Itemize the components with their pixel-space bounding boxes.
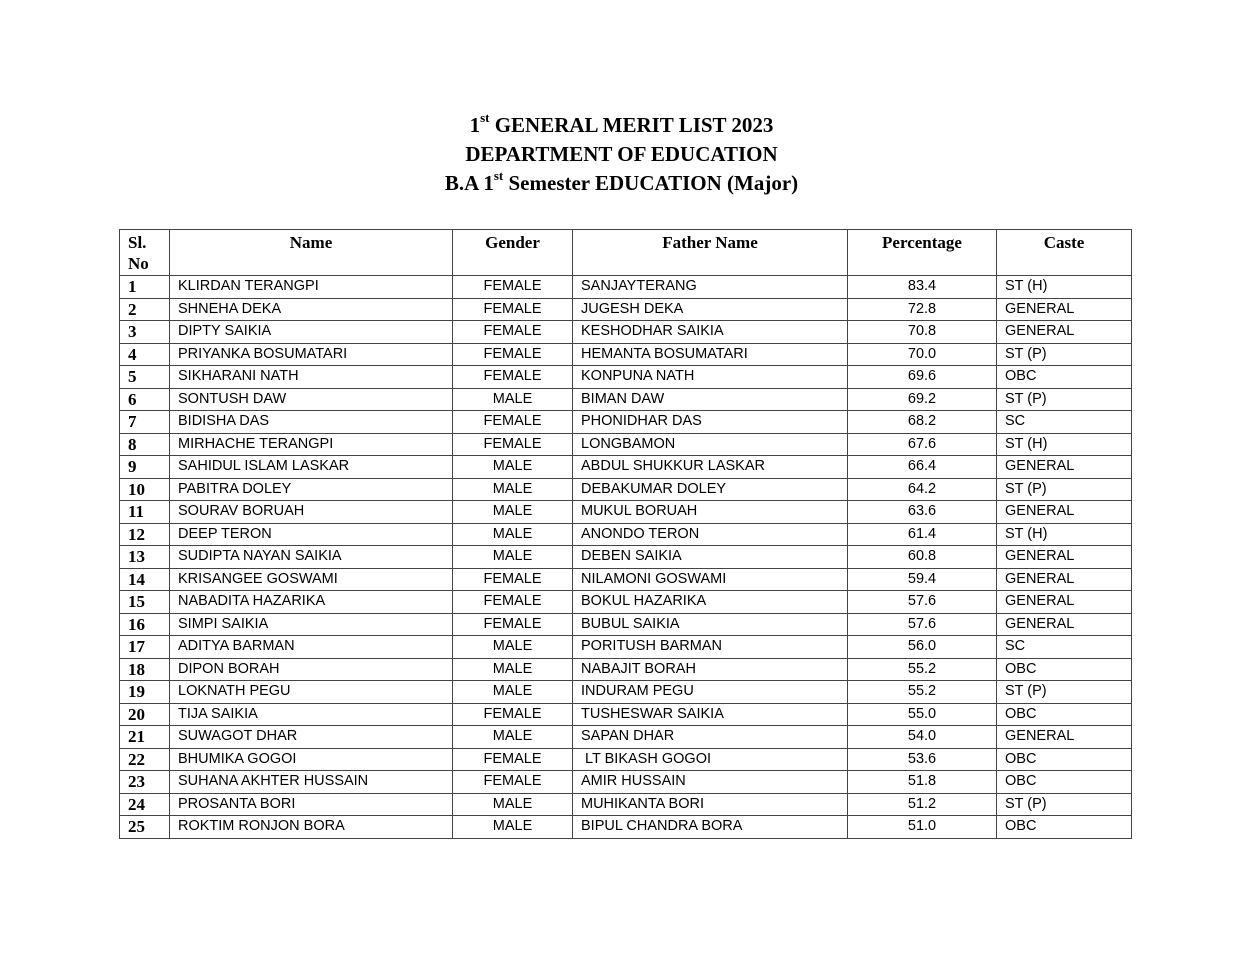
merit-list-table bbox=[119, 229, 1132, 839]
cell-name: LOKNATH PEGU bbox=[170, 681, 453, 704]
header-row bbox=[120, 230, 1132, 276]
cell-caste: GENERAL bbox=[997, 591, 1132, 614]
cell-gender: FEMALE bbox=[453, 321, 573, 344]
cell-father-name: ABDUL SHUKKUR LASKAR bbox=[573, 456, 848, 479]
cell-sl-no: 5 bbox=[120, 366, 170, 389]
course-title-text: Semester EDUCATION (Major) bbox=[503, 171, 799, 195]
department-title: DEPARTMENT OF EDUCATION bbox=[465, 142, 778, 166]
cell-sl-no: 6 bbox=[120, 388, 170, 411]
cell-gender: MALE bbox=[453, 658, 573, 681]
cell-gender: MALE bbox=[453, 681, 573, 704]
cell-sl-no: 2 bbox=[120, 298, 170, 321]
cell-caste: ST (H) bbox=[997, 523, 1132, 546]
cell-percentage: 51.8 bbox=[848, 771, 997, 794]
merit-list-title bbox=[0, 111, 1243, 140]
cell-name: SHNEHA DEKA bbox=[170, 298, 453, 321]
cell-father-name: SANJAYTERANG bbox=[573, 276, 848, 299]
table-row bbox=[120, 523, 1132, 546]
table-row bbox=[120, 816, 1132, 839]
cell-father-name: ANONDO TERON bbox=[573, 523, 848, 546]
cell-sl-no: 22 bbox=[120, 748, 170, 771]
table-row bbox=[120, 501, 1132, 524]
table-row bbox=[120, 388, 1132, 411]
cell-gender: MALE bbox=[453, 636, 573, 659]
cell-percentage: 63.6 bbox=[848, 501, 997, 524]
table-row bbox=[120, 568, 1132, 591]
table-body bbox=[120, 276, 1132, 839]
cell-gender: FEMALE bbox=[453, 748, 573, 771]
document-heading bbox=[0, 111, 1243, 198]
cell-percentage: 72.8 bbox=[848, 298, 997, 321]
cell-percentage: 55.2 bbox=[848, 681, 997, 704]
table-row bbox=[120, 591, 1132, 614]
cell-gender: MALE bbox=[453, 456, 573, 479]
cell-gender: MALE bbox=[453, 546, 573, 569]
cell-percentage: 60.8 bbox=[848, 546, 997, 569]
cell-caste: ST (P) bbox=[997, 343, 1132, 366]
cell-name: DEEP TERON bbox=[170, 523, 453, 546]
cell-caste: GENERAL bbox=[997, 613, 1132, 636]
cell-sl-no: 7 bbox=[120, 411, 170, 434]
cell-percentage: 66.4 bbox=[848, 456, 997, 479]
cell-caste: GENERAL bbox=[997, 298, 1132, 321]
cell-caste: ST (P) bbox=[997, 793, 1132, 816]
cell-percentage: 64.2 bbox=[848, 478, 997, 501]
table-row bbox=[120, 433, 1132, 456]
cell-name: BHUMIKA GOGOI bbox=[170, 748, 453, 771]
header-percentage: Percentage bbox=[848, 230, 997, 276]
cell-father-name: BUBUL SAIKIA bbox=[573, 613, 848, 636]
cell-sl-no: 10 bbox=[120, 478, 170, 501]
table-row bbox=[120, 658, 1132, 681]
cell-gender: MALE bbox=[453, 523, 573, 546]
cell-name: SIMPI SAIKIA bbox=[170, 613, 453, 636]
course-title-prefix: B.A 1 bbox=[444, 171, 494, 195]
cell-percentage: 51.0 bbox=[848, 816, 997, 839]
cell-gender: MALE bbox=[453, 816, 573, 839]
cell-sl-no: 8 bbox=[120, 433, 170, 456]
cell-caste: GENERAL bbox=[997, 501, 1132, 524]
cell-caste: GENERAL bbox=[997, 321, 1132, 344]
cell-name: KLIRDAN TERANGPI bbox=[170, 276, 453, 299]
cell-percentage: 61.4 bbox=[848, 523, 997, 546]
cell-father-name: AMIR HUSSAIN bbox=[573, 771, 848, 794]
cell-father-name: TUSHESWAR SAIKIA bbox=[573, 703, 848, 726]
cell-percentage: 70.8 bbox=[848, 321, 997, 344]
cell-gender: FEMALE bbox=[453, 591, 573, 614]
table-row bbox=[120, 298, 1132, 321]
cell-gender: MALE bbox=[453, 793, 573, 816]
cell-name: PRIYANKA BOSUMATARI bbox=[170, 343, 453, 366]
cell-father-name: NABAJIT BORAH bbox=[573, 658, 848, 681]
cell-name: SONTUSH DAW bbox=[170, 388, 453, 411]
cell-father-name: BOKUL HAZARIKA bbox=[573, 591, 848, 614]
cell-father-name: KESHODHAR SAIKIA bbox=[573, 321, 848, 344]
cell-sl-no: 11 bbox=[120, 501, 170, 524]
cell-name: ROKTIM RONJON BORA bbox=[170, 816, 453, 839]
cell-gender: FEMALE bbox=[453, 298, 573, 321]
cell-percentage: 55.2 bbox=[848, 658, 997, 681]
cell-father-name: MUHIKANTA BORI bbox=[573, 793, 848, 816]
cell-name: SUDIPTA NAYAN SAIKIA bbox=[170, 546, 453, 569]
cell-father-name: LT BIKASH GOGOI bbox=[573, 748, 848, 771]
table-row bbox=[120, 703, 1132, 726]
cell-percentage: 59.4 bbox=[848, 568, 997, 591]
cell-sl-no: 23 bbox=[120, 771, 170, 794]
course-title bbox=[0, 169, 1243, 198]
table-row bbox=[120, 276, 1132, 299]
cell-sl-no: 24 bbox=[120, 793, 170, 816]
cell-caste: GENERAL bbox=[997, 546, 1132, 569]
table-row bbox=[120, 343, 1132, 366]
cell-father-name: KONPUNA NATH bbox=[573, 366, 848, 389]
cell-gender: MALE bbox=[453, 726, 573, 749]
cell-sl-no: 3 bbox=[120, 321, 170, 344]
table-row bbox=[120, 636, 1132, 659]
table-row bbox=[120, 771, 1132, 794]
cell-name: SUHANA AKHTER HUSSAIN bbox=[170, 771, 453, 794]
table-header bbox=[120, 230, 1132, 276]
table-row bbox=[120, 478, 1132, 501]
cell-gender: FEMALE bbox=[453, 771, 573, 794]
cell-name: KRISANGEE GOSWAMI bbox=[170, 568, 453, 591]
table-row bbox=[120, 366, 1132, 389]
cell-father-name: PHONIDHAR DAS bbox=[573, 411, 848, 434]
cell-father-name: BIMAN DAW bbox=[573, 388, 848, 411]
table-row bbox=[120, 681, 1132, 704]
title-number: 1 bbox=[469, 113, 481, 137]
cell-name: DIPON BORAH bbox=[170, 658, 453, 681]
cell-percentage: 56.0 bbox=[848, 636, 997, 659]
table-row bbox=[120, 793, 1132, 816]
cell-father-name: JUGESH DEKA bbox=[573, 298, 848, 321]
title-text: GENERAL MERIT LIST 2023 bbox=[489, 113, 774, 137]
cell-gender: FEMALE bbox=[453, 433, 573, 456]
cell-sl-no: 20 bbox=[120, 703, 170, 726]
cell-father-name: MUKUL BORUAH bbox=[573, 501, 848, 524]
cell-father-name: PORITUSH BARMAN bbox=[573, 636, 848, 659]
table-row bbox=[120, 613, 1132, 636]
cell-percentage: 57.6 bbox=[848, 591, 997, 614]
cell-sl-no: 25 bbox=[120, 816, 170, 839]
cell-gender: FEMALE bbox=[453, 568, 573, 591]
cell-father-name: LONGBAMON bbox=[573, 433, 848, 456]
cell-name: SIKHARANI NATH bbox=[170, 366, 453, 389]
cell-gender: FEMALE bbox=[453, 276, 573, 299]
cell-percentage: 69.6 bbox=[848, 366, 997, 389]
cell-father-name: DEBAKUMAR DOLEY bbox=[573, 478, 848, 501]
cell-gender: FEMALE bbox=[453, 366, 573, 389]
title-superscript: st bbox=[480, 110, 490, 125]
cell-gender: MALE bbox=[453, 501, 573, 524]
cell-caste: GENERAL bbox=[997, 456, 1132, 479]
cell-gender: FEMALE bbox=[453, 613, 573, 636]
cell-percentage: 55.0 bbox=[848, 703, 997, 726]
cell-caste: OBC bbox=[997, 658, 1132, 681]
table-row bbox=[120, 748, 1132, 771]
cell-gender: FEMALE bbox=[453, 343, 573, 366]
table-row bbox=[120, 546, 1132, 569]
cell-name: PROSANTA BORI bbox=[170, 793, 453, 816]
cell-gender: MALE bbox=[453, 388, 573, 411]
cell-percentage: 69.2 bbox=[848, 388, 997, 411]
cell-name: SOURAV BORUAH bbox=[170, 501, 453, 524]
cell-gender: FEMALE bbox=[453, 411, 573, 434]
cell-name: TIJA SAIKIA bbox=[170, 703, 453, 726]
table-row bbox=[120, 726, 1132, 749]
cell-caste: ST (P) bbox=[997, 478, 1132, 501]
cell-father-name: INDURAM PEGU bbox=[573, 681, 848, 704]
cell-sl-no: 9 bbox=[120, 456, 170, 479]
cell-sl-no: 1 bbox=[120, 276, 170, 299]
course-title-superscript: st bbox=[493, 168, 504, 183]
cell-caste: ST (H) bbox=[997, 276, 1132, 299]
cell-caste: GENERAL bbox=[997, 726, 1132, 749]
table-row bbox=[120, 411, 1132, 434]
cell-caste: SC bbox=[997, 636, 1132, 659]
cell-percentage: 83.4 bbox=[848, 276, 997, 299]
cell-percentage: 54.0 bbox=[848, 726, 997, 749]
cell-caste: ST (H) bbox=[997, 433, 1132, 456]
cell-sl-no: 18 bbox=[120, 658, 170, 681]
header-father-name: Father Name bbox=[573, 230, 848, 276]
cell-caste: OBC bbox=[997, 366, 1132, 389]
cell-percentage: 70.0 bbox=[848, 343, 997, 366]
cell-caste: ST (P) bbox=[997, 388, 1132, 411]
cell-caste: SC bbox=[997, 411, 1132, 434]
cell-sl-no: 16 bbox=[120, 613, 170, 636]
cell-caste: GENERAL bbox=[997, 568, 1132, 591]
cell-percentage: 57.6 bbox=[848, 613, 997, 636]
header-gender: Gender bbox=[453, 230, 573, 276]
cell-name: PABITRA DOLEY bbox=[170, 478, 453, 501]
cell-name: SUWAGOT DHAR bbox=[170, 726, 453, 749]
cell-father-name: BIPUL CHANDRA BORA bbox=[573, 816, 848, 839]
cell-caste: ST (P) bbox=[997, 681, 1132, 704]
header-caste: Caste bbox=[997, 230, 1132, 276]
cell-father-name: SAPAN DHAR bbox=[573, 726, 848, 749]
cell-name: NABADITA HAZARIKA bbox=[170, 591, 453, 614]
cell-name: BIDISHA DAS bbox=[170, 411, 453, 434]
cell-sl-no: 14 bbox=[120, 568, 170, 591]
cell-gender: FEMALE bbox=[453, 703, 573, 726]
cell-father-name: NILAMONI GOSWAMI bbox=[573, 568, 848, 591]
cell-sl-no: 12 bbox=[120, 523, 170, 546]
cell-name: DIPTY SAIKIA bbox=[170, 321, 453, 344]
cell-father-name: HEMANTA BOSUMATARI bbox=[573, 343, 848, 366]
cell-sl-no: 15 bbox=[120, 591, 170, 614]
table-row bbox=[120, 456, 1132, 479]
cell-percentage: 51.2 bbox=[848, 793, 997, 816]
cell-gender: MALE bbox=[453, 478, 573, 501]
cell-percentage: 68.2 bbox=[848, 411, 997, 434]
header-name: Name bbox=[170, 230, 453, 276]
cell-name: SAHIDUL ISLAM LASKAR bbox=[170, 456, 453, 479]
cell-sl-no: 17 bbox=[120, 636, 170, 659]
cell-caste: OBC bbox=[997, 816, 1132, 839]
table-row bbox=[120, 321, 1132, 344]
cell-sl-no: 4 bbox=[120, 343, 170, 366]
cell-percentage: 67.6 bbox=[848, 433, 997, 456]
cell-sl-no: 21 bbox=[120, 726, 170, 749]
header-sl-no: Sl. No bbox=[120, 230, 170, 276]
cell-father-name: DEBEN SAIKIA bbox=[573, 546, 848, 569]
cell-sl-no: 13 bbox=[120, 546, 170, 569]
cell-name: MIRHACHE TERANGPI bbox=[170, 433, 453, 456]
cell-caste: OBC bbox=[997, 748, 1132, 771]
cell-name: ADITYA BARMAN bbox=[170, 636, 453, 659]
cell-caste: OBC bbox=[997, 771, 1132, 794]
cell-caste: OBC bbox=[997, 703, 1132, 726]
cell-percentage: 53.6 bbox=[848, 748, 997, 771]
cell-sl-no: 19 bbox=[120, 681, 170, 704]
